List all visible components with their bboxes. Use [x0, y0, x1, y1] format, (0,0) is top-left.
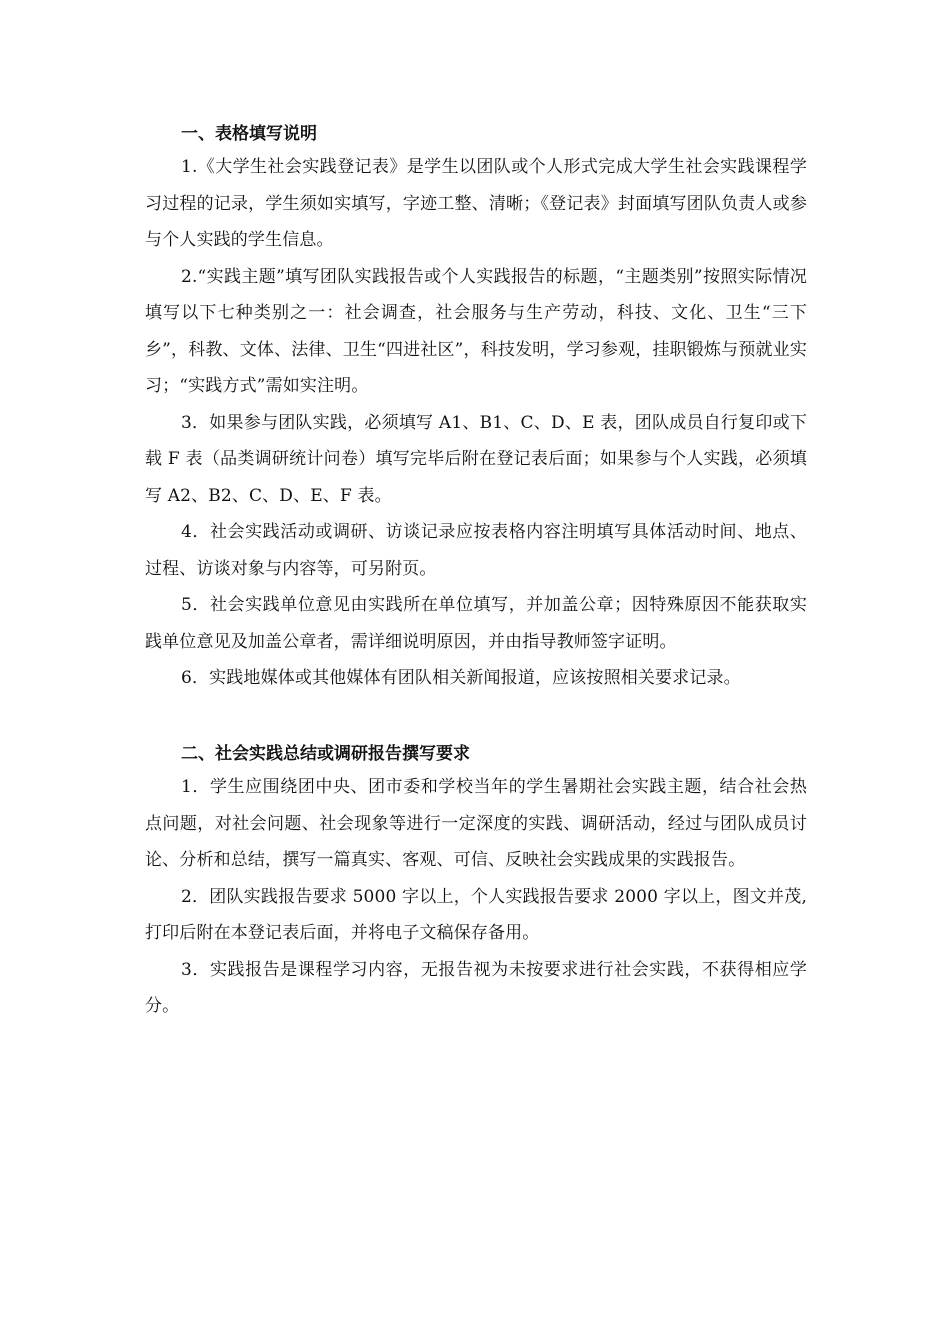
paragraph: 6．实践地媒体或其他媒体有团队相关新闻报道，应该按照相关要求记录。: [181, 668, 741, 688]
paragraph: 3．实践报告是课程学习内容，无报告视为未按要求进行社会实践，不获得相应学分。: [145, 959, 807, 1016]
section-heading: 一、表格填写说明: [181, 124, 317, 144]
paragraph: 1.《大学生社会实践登记表》是学生以团队或个人形式完成大学生社会实践课程学习过程的记录，学生须如实填写，字迹工整、清晰；《登记表》封面填写团队负责人或参与个人实践的学生信息。: [145, 157, 807, 250]
paragraph: 1．学生应围绕团中央、团市委和学校当年的学生暑期社会实践主题，结合社会热点问题，对社会问题、社会现象等进行一定深度的实践、调研活动，经过与团队成员讨论、分析和总结，撰写一篇真实、客观、可信、反映社会实践成果的实践报告。: [145, 777, 807, 870]
paragraph: 5．社会实践单位意见由实践所在单位填写，并加盖公章；因特殊原因不能获取实践单位意见及加盖公章者，需详细说明原因，并由指导教师签字证明。: [145, 595, 807, 652]
paragraph: 4．社会实践活动或调研、访谈记录应按表格内容注明填写具体活动时间、地点、过程、访谈对象与内容等，可另附页。: [145, 522, 807, 579]
section-form-instructions: [145, 119, 807, 697]
section-heading: 二、社会实践总结或调研报告撰写要求: [181, 744, 470, 764]
section-report-requirements: [145, 739, 807, 1025]
paragraph: 3．如果参与团队实践，必须填写 A1、B1、C、D、E 表，团队成员自行复印或下载 F 表（品类调研统计问卷）填写完毕后附在登记表后面；如果参与个人实践，必须填写 A2、B2、C、D、E、F 表。: [145, 412, 807, 506]
paragraph: 2．团队实践报告要求 5000 字以上，个人实践报告要求 2000 字以上，图文并茂,打印后附在本登记表后面，并将电子文稿保存备用。: [145, 886, 807, 943]
paragraph: 2.“实践主题”填写团队实践报告或个人实践报告的标题，“主题类别”按照实际情况填写以下七种类别之一：社会调查，社会服务与生产劳动，科技、文化、卫生“三下乡”，科教、文体、法律、卫生“四进社区”，科技发明，学习参观，挂职锻炼与预就业实习；“实践方式”需如实注明。: [145, 266, 807, 396]
